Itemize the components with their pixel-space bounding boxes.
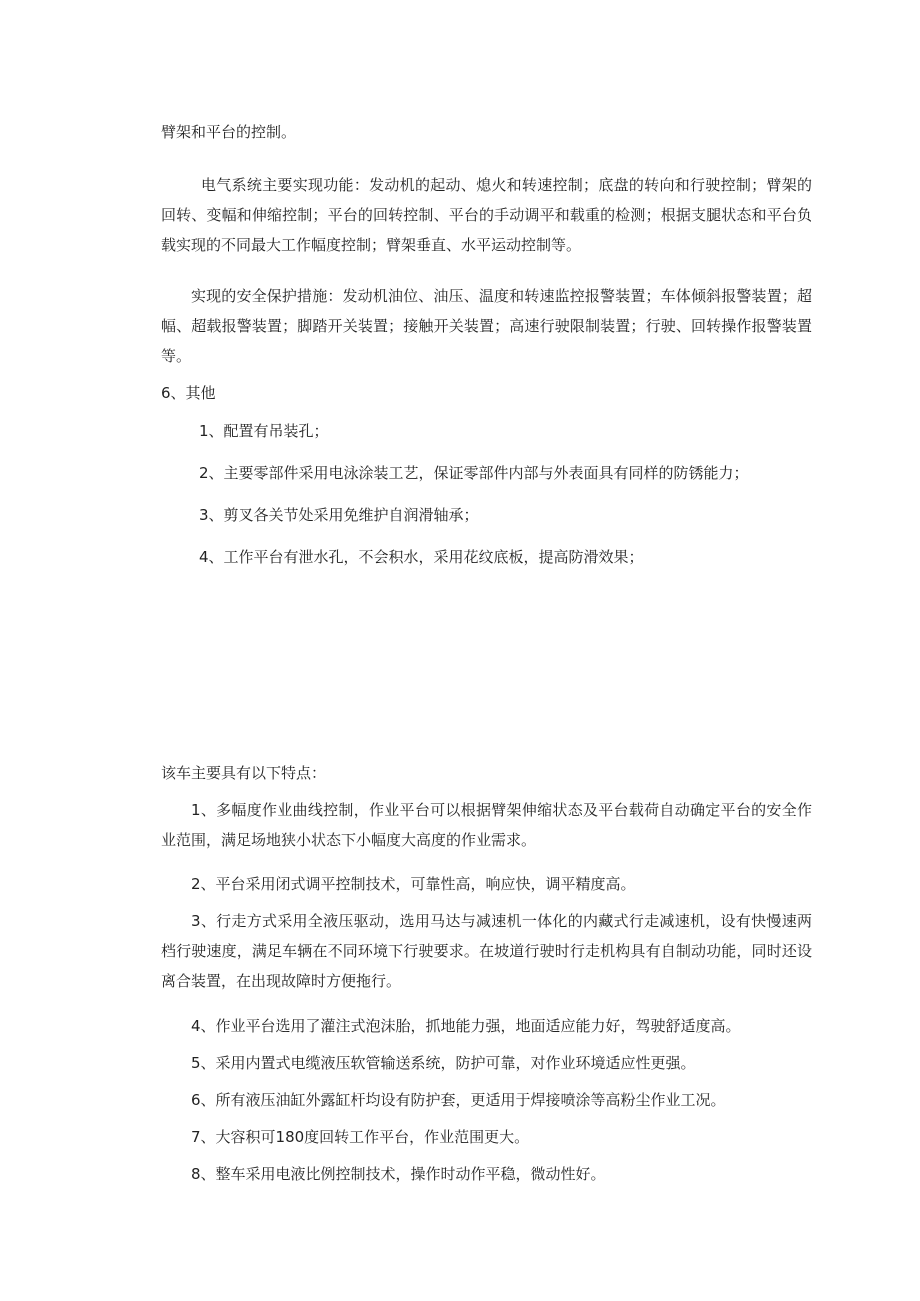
feature-item-7: 7、大容积可180度回转工作平台，作业范围更大。 — [191, 1128, 530, 1146]
feature-item-6: 6、所有液压油缸外露缸杆均设有防护套，更适用于焊接喷涂等高粉尘作业工况。 — [191, 1091, 726, 1109]
list-item-other-1: 1、配置有吊装孔； — [199, 422, 329, 440]
list-item-other-4: 4、工作平台有泄水孔，不会积水，采用花纹底板，提高防滑效果； — [199, 548, 644, 566]
paragraph-electrical-functions: 电气系统主要实现功能：发动机的起动、熄火和转速控制；底盘的转向和行驶控制；臂架的回转、变幅和伸缩控制；平台的回转控制、平台的手动调平和载重的检测；根据支腿状态和平台负载实现的不同最大工作幅度控制；臂架垂直、水平运动控制等。 — [161, 176, 812, 254]
feature-item-4: 4、作业平台选用了灌注式泡沫胎，抓地能力强，地面适应能力好，驾驶舒适度高。 — [191, 1017, 741, 1035]
feature-item-8: 8、整车采用电液比例控制技术，操作时动作平稳，微动性好。 — [191, 1165, 606, 1183]
feature-item-1: 1、多幅度作业曲线控制，作业平台可以根据臂架伸缩状态及平台载荷自动确定平台的安全作业范围，满足场地狭小状态下小幅度大高度的作业需求。 — [161, 801, 812, 849]
list-item-other-3: 3、剪叉各关节处采用免维护自润滑轴承； — [199, 506, 479, 524]
features-intro: 该车主要具有以下特点： — [161, 764, 327, 782]
paragraph-continuation: 臂架和平台的控制。 — [161, 123, 297, 141]
feature-item-3: 3、行走方式采用全液压驱动，选用马达与减速机一体化的内藏式行走减速机，设有快慢速两档行驶速度，满足车辆在不同环境下行驶要求。在坡道行驶时行走机构具有自制动功能，同时还设离合装置，在出现故障时方便拖行。 — [161, 912, 812, 990]
list-item-other-2: 2、主要零部件采用电泳涂装工艺，保证零部件内部与外表面具有同样的防锈能力； — [199, 464, 749, 482]
feature-item-2: 2、平台采用闭式调平控制技术，可靠性高，响应快，调平精度高。 — [191, 875, 636, 893]
feature-item-5: 5、采用内置式电缆液压软管输送系统，防护可靠，对作业环境适应性更强。 — [191, 1054, 696, 1072]
paragraph-safety-measures: 实现的安全保护措施：发动机油位、油压、温度和转速监控报警装置；车体倾斜报警装置；超幅、超载报警装置；脚踏开关装置；接触开关装置；高速行驶限制装置；行驶、回转操作报警装置等。 — [161, 287, 812, 365]
section-heading-other: 6、其他 — [161, 384, 216, 402]
